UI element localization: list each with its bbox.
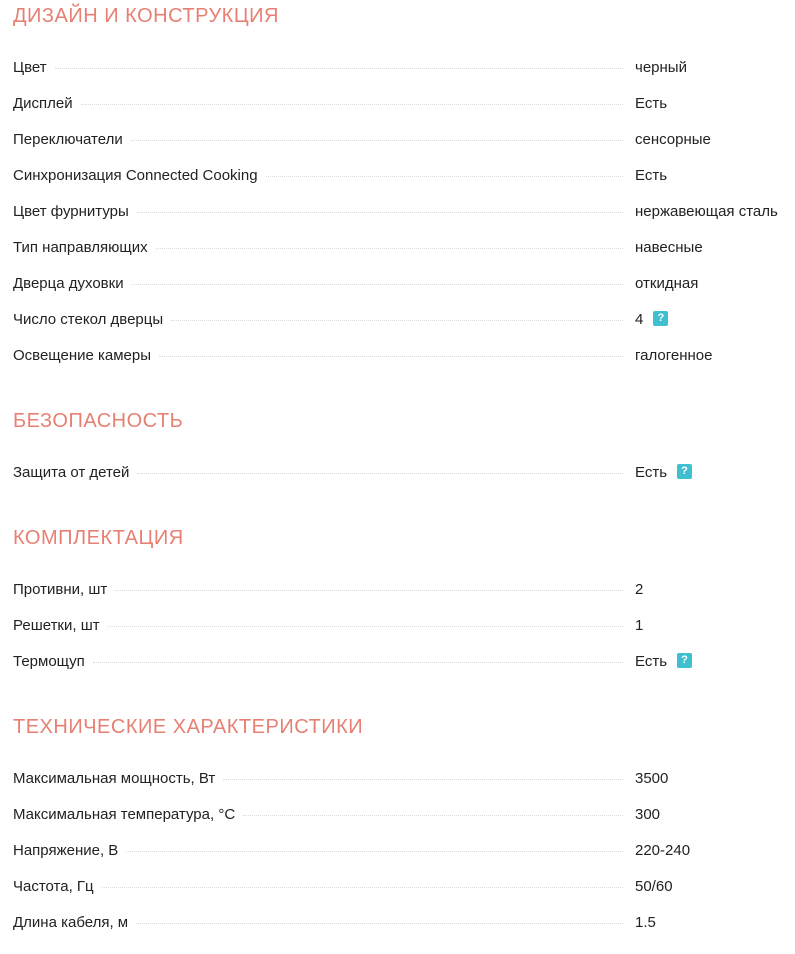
spec-value: сенсорные xyxy=(635,131,711,148)
spec-value: 1.5 xyxy=(635,914,656,931)
spec-label: Термощуп xyxy=(13,653,85,670)
spec-row-voltage xyxy=(13,833,795,869)
spec-row-door-glass-count xyxy=(13,302,795,338)
section-title-equipment: КОМПЛЕКТАЦИЯ xyxy=(13,527,184,549)
dotted-leader xyxy=(137,473,623,474)
spec-list-equipment xyxy=(13,572,795,680)
spec-row-rails-type xyxy=(13,230,795,266)
dotted-leader xyxy=(266,176,623,177)
spec-value: навесные xyxy=(635,239,703,256)
spec-value: 50/60 xyxy=(635,878,673,895)
spec-row-max-power xyxy=(13,761,795,797)
spec-value: откидная xyxy=(635,275,699,292)
spec-row-display xyxy=(13,86,795,122)
spec-row-meat-probe xyxy=(13,644,795,680)
spec-value: галогенное xyxy=(635,347,713,364)
spec-row-color xyxy=(13,50,795,86)
dotted-leader xyxy=(156,248,623,249)
spec-label: Дверца духовки xyxy=(13,275,124,292)
spec-label: Частота, Гц xyxy=(13,878,94,895)
dotted-leader xyxy=(93,662,623,663)
spec-list-safety xyxy=(13,455,795,491)
spec-label: Освещение камеры xyxy=(13,347,152,364)
dotted-leader xyxy=(81,104,623,105)
spec-list-design xyxy=(13,50,795,374)
spec-label: Тип направляющих xyxy=(13,239,148,256)
spec-value: 2 xyxy=(635,581,644,598)
spec-row-max-temperature xyxy=(13,797,795,833)
dotted-leader xyxy=(223,779,623,780)
question-mark-icon[interactable]: ? xyxy=(677,464,692,479)
section-title-design: ДИЗАЙН И КОНСТРУКЦИЯ xyxy=(13,5,279,27)
spec-row-trays xyxy=(13,572,795,608)
spec-row-racks xyxy=(13,608,795,644)
spec-value: черный xyxy=(635,59,687,76)
spec-value: 300 xyxy=(635,806,661,823)
dotted-leader xyxy=(137,212,623,213)
spec-value: Есть xyxy=(635,653,668,670)
spec-label: Защита от детей xyxy=(13,464,130,481)
spec-row-connected-cooking xyxy=(13,158,795,194)
spec-label: Напряжение, В xyxy=(13,842,119,859)
spec-value: Есть xyxy=(635,167,668,184)
spec-row-oven-door xyxy=(13,266,795,302)
spec-value: Есть xyxy=(635,95,668,112)
question-mark-icon[interactable]: ? xyxy=(653,311,668,326)
section-design xyxy=(13,0,795,374)
spec-row-chamber-lighting xyxy=(13,338,795,374)
spec-label: Максимальная температура, °C xyxy=(13,806,236,823)
spec-row-switches xyxy=(13,122,795,158)
spec-row-cable-length xyxy=(13,905,795,941)
question-mark-icon[interactable]: ? xyxy=(677,653,692,668)
dotted-leader xyxy=(108,626,623,627)
dotted-leader xyxy=(159,356,623,357)
section-title-safety: БЕЗОПАСНОСТЬ xyxy=(13,410,184,432)
spec-list-technical xyxy=(13,761,795,941)
dotted-leader xyxy=(55,68,623,69)
spec-label: Противни, шт xyxy=(13,581,108,598)
spec-label: Цвет фурнитуры xyxy=(13,203,129,220)
spec-value: 1 xyxy=(635,617,644,634)
spec-row-frequency xyxy=(13,869,795,905)
dotted-leader xyxy=(115,590,623,591)
dotted-leader xyxy=(102,887,623,888)
spec-label: Длина кабеля, м xyxy=(13,914,129,931)
spec-label: Синхронизация Connected Cooking xyxy=(13,167,258,184)
section-equipment xyxy=(13,522,795,680)
spec-label: Число стекол дверцы xyxy=(13,311,164,328)
spec-row-fittings-color xyxy=(13,194,795,230)
spec-label: Дисплей xyxy=(13,95,73,112)
dotted-leader xyxy=(171,320,623,321)
spec-label: Переключатели xyxy=(13,131,123,148)
dotted-leader xyxy=(132,284,623,285)
spec-value: 4 xyxy=(635,311,644,328)
spec-value: нержавеющая сталь xyxy=(635,203,778,220)
spec-value: 3500 xyxy=(635,770,669,787)
section-technical xyxy=(13,711,795,941)
dotted-leader xyxy=(136,923,623,924)
spec-value: 220-240 xyxy=(635,842,691,859)
section-title-technical: ТЕХНИЧЕСКИЕ ХАРАКТЕРИСТИКИ xyxy=(13,716,364,738)
spec-label: Максимальная мощность, Вт xyxy=(13,770,216,787)
spec-label: Цвет xyxy=(13,59,47,76)
spec-label: Решетки, шт xyxy=(13,617,100,634)
spec-value: Есть xyxy=(635,464,668,481)
dotted-leader xyxy=(126,851,623,852)
section-safety xyxy=(13,405,795,491)
dotted-leader xyxy=(131,140,623,141)
dotted-leader xyxy=(243,815,623,816)
spec-row-child-lock xyxy=(13,455,795,491)
